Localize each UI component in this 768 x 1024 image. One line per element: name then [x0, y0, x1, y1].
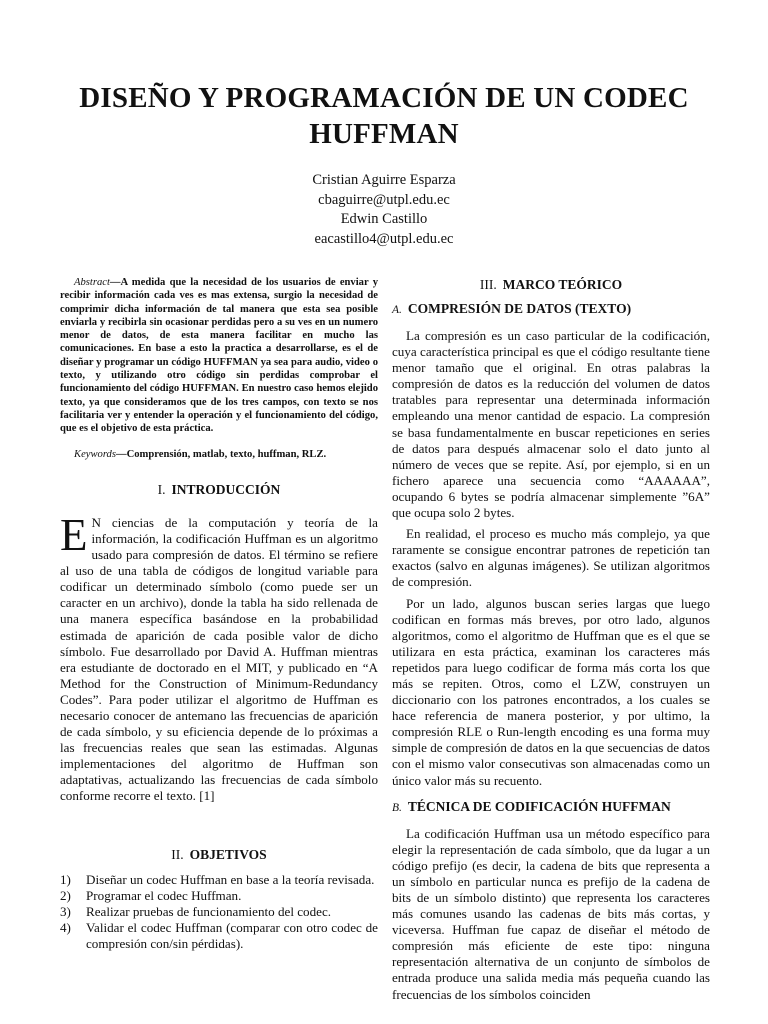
subsection-title: COMPRESIÓN DE DATOS (TEXTO): [407, 301, 632, 316]
list-item: [60, 872, 378, 888]
intro-text: N ciencias de la computación y teoría de la información, la codificación Huffman es un algoritmo usado para compresión de datos. El término se refiere al uso de una tabla de códigos de longitud variable para codificar un determinado símbolo (como puede ser un caracter en un archivo), donde la tabla ha sido rellenada de una manera específica basándose en la probabilidad estimada de aparición de cada posible valor de dicho símbolo. Fue desarrollado por David A. Huffman mientras era estudiante de doctorado en el MIT, y publicado en “A Method for the Construction of Minimum-Redundancy Codes”. Para poder utilizar el algoritmo de Huffman es necesario conocer de antemano las frecuencias de aparición de cada símbolo, y su eficiencia depende de lo próximas a las frecuencias reales que sean las estimadas. Algunas implementaciones del algoritmo de Huffman son adaptativas, actualizando las frecuencias de cada símbolo conforme recorre el texto. [1]: [60, 514, 378, 804]
subsection-heading-huffman: [392, 798, 710, 817]
left-column: [60, 276, 378, 952]
author-email: cbaguirre@utpl.edu.ec: [318, 191, 450, 208]
list-text: Validar el codec Huffman (comparar con otro codec de compresión con/sin pérdidas).: [86, 919, 378, 951]
list-item: [60, 920, 378, 952]
drop-cap: E: [60, 509, 88, 560]
list-item: [60, 888, 378, 904]
paragraph: La compresión es un caso particular de la codificación, cuya característica principal es que el código resultante tiene menor tamaño que el original. En otras palabras la compresión de datos es la reducción del volumen de datos tratables para representar una determinada información empleando una menor cantidad de espacio. La compresión se basa fundamentalmente en buscar repeticiones en series de datos para después almacenar solo el dato junto al número de veces que se repite. Así, por ejemplo, si en un fichero aparece una secuencia como “AAAAAA”, ocupando 6 bytes se podría almacenar simplemente ”6A” que ocupa solo 2 bytes.: [392, 328, 710, 521]
subsection-number: A.: [392, 304, 402, 316]
list-index: 3): [60, 903, 71, 919]
list-text: Programar el codec Huffman.: [86, 887, 242, 903]
list-item: [60, 904, 378, 920]
section-heading-objetivos: [60, 846, 378, 864]
keywords-text: —Comprensión, matlab, texto, huffman, RLZ.: [115, 448, 327, 460]
section-number: II.: [171, 846, 184, 862]
author-email: eacastillo4@utpl.edu.ec: [314, 230, 454, 247]
intro-paragraph: [60, 509, 378, 805]
paragraph: En realidad, el proceso es mucho más complejo, ya que raramente se consigue encontrar patrones de repetición tan exactos (salvo en algunas imágenes). Se utilizan algoritmos de compresión.: [392, 526, 710, 590]
list-text: Realizar pruebas de funcionamiento del codec.: [86, 903, 332, 919]
paragraph: La codificación Huffman usa un método específico para elegir la representación de cada símbolo, que da lugar a un código prefijo (es decir, la cadena de bits que representa a un símbolo en particular nunca es prefijo de la cadena de bits de un símbolo distinto) que representa los caracteres más comunes usando las cadenas de bits más cortas, y viceversa. Huffman fue capaz de diseñar el método de compresión más eficiente de este tipo: ninguna representación alternativa de un conjunto de símbolos de entrada produce una salida media más pequeña cuando las frecuencias de los símbolos coinciden: [392, 825, 710, 1002]
list-index: 4): [60, 919, 71, 935]
paper-title: DISEÑO Y PROGRAMACIÓN DE UN CODEC HUFFMAN: [79, 82, 689, 150]
abstract-label: Abstract: [74, 277, 110, 288]
abstract-text: —A medida que la necesidad de los usuarios de enviar y recibir información cada ves es mas extensa, surgio la necesidad de comprimir dicha información de tal manera que esta sea posible enviarla y recibirla sin ocasionar perdidas pero a su ves en un numero menor de datos, de esta manera facilitar en mucho las comunicaciones. En base a esto la practica a desarrollarse, es el de diseñar y programar un código HUFFMAN ya sea para audio, video o texto, y utilizando otro código sin perdidas comprobar el funcionamiento del código HUFFMAN. En nuestro caso hemos elejido texto, ya que consideramos que de los tres campos, con texto se nos facilitaria ver y entender la operación y el funcionamiento del código, que es el objetivo de esta práctica.: [60, 277, 378, 435]
author-name: Cristian Aguirre Esparza: [312, 172, 456, 188]
paragraph: Por un lado, algunos buscan series largas que luego codifican en formas más breves, por otro lado, algunos algoritmos, como el algoritmo de Huffman que es el que se utilizara en esta práctica, examinan los caracteres más repetidos para luego codificar de forma más corta los que más se repiten. Otros, como el LZW, construyen un diccionario con los patrones encontrados, a los cuales se hace referencia de manera posterior, y por ultimo, la compresión RLE o Run-length encoding es una forma muy simple de compresión de datos en la que secuencias de datos con el mismo valor consecutivas son almacenadas como un único valor más su recuento.: [392, 595, 710, 788]
section-title: INTRODUCCIÓN: [171, 481, 281, 497]
list-text: Diseñar un codec Huffman en base a la teoría revisada.: [86, 871, 375, 887]
list-index: 2): [60, 887, 71, 903]
list-index: 1): [60, 871, 71, 887]
keywords: [60, 448, 378, 461]
author-block: [200, 171, 568, 249]
objectives-list: [60, 872, 378, 952]
author-name: Edwin Castillo: [340, 211, 428, 227]
section-number: I.: [157, 481, 166, 497]
section-title: OBJETIVOS: [189, 846, 267, 862]
section-number: III.: [479, 277, 497, 292]
section-title: MARCO TEÓRICO: [502, 277, 623, 292]
subsection-number: B.: [392, 801, 402, 814]
subsection-title: TÉCNICA DE CODIFICACIÓN HUFFMAN: [407, 798, 671, 814]
section-heading-marco-teorico: [392, 276, 710, 294]
abstract: [60, 276, 378, 436]
right-column: [392, 276, 710, 1003]
subsection-heading-compresion: [392, 300, 710, 319]
section-heading-introduccion: [60, 481, 378, 499]
keywords-label: Keywords: [74, 448, 116, 460]
